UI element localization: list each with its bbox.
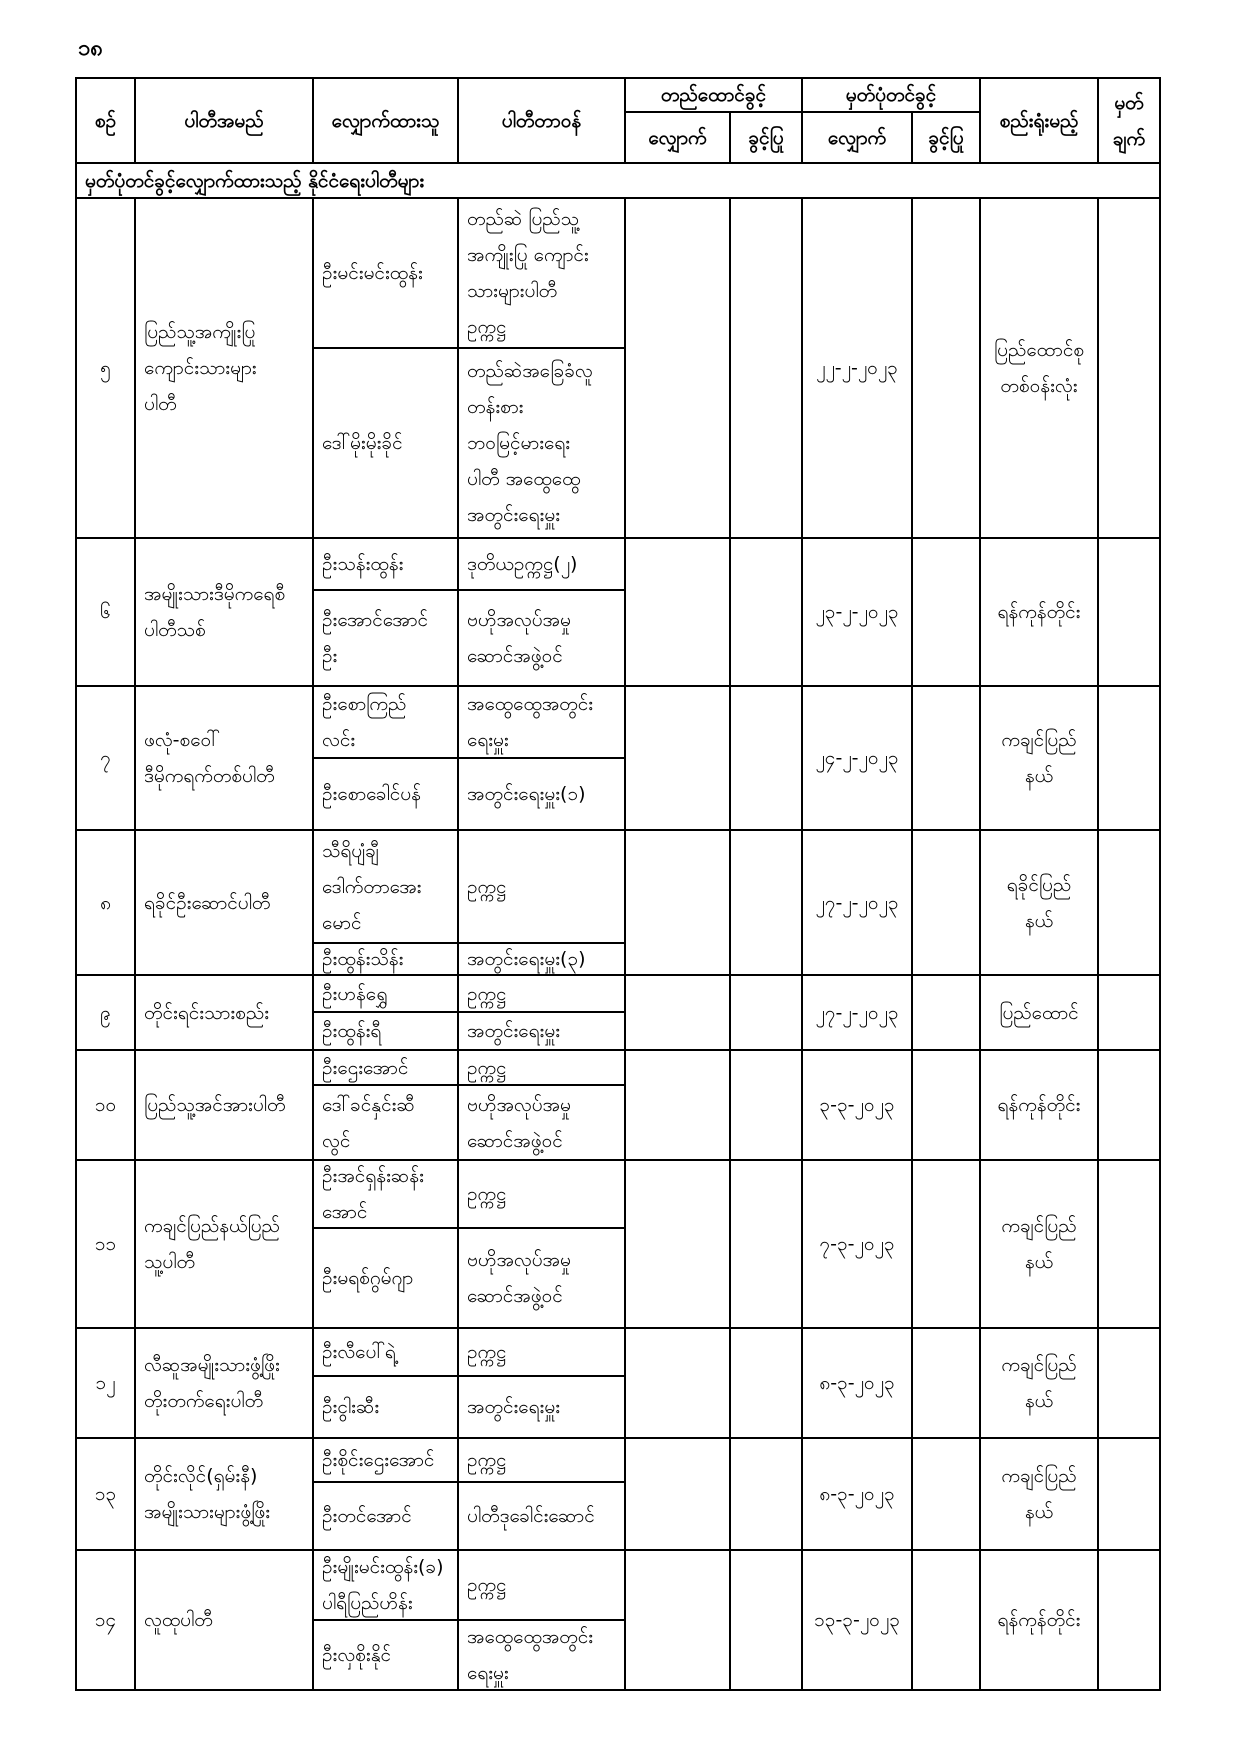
party-role: ပါတီဒုခေါင်းဆောင် <box>459 1483 626 1551</box>
registration-apply-date: ၈-၃-၂၀၂၃ <box>803 1439 913 1551</box>
registration-apply-date: ၂၂-၂-၂၀၂၃ <box>803 199 913 539</box>
applicant-name: ဒေါ်ခင်နှင်းဆီ လွင် <box>314 1086 459 1161</box>
party-role: တည်ဆဲအခြေခံလူ တန်းစား ဘဝမြင့်မားရေး ပါတီ အထွေထွေ အတွင်းရေးမှူး <box>459 349 626 539</box>
header-establishment-apply: လျှောက် <box>626 113 731 164</box>
organizing-area: ရန်ကုန်တိုင်း <box>981 1051 1099 1161</box>
remarks-cell <box>1099 976 1161 1051</box>
establishment-apply-cell <box>626 199 731 539</box>
header-remarks: မှတ် ချက် <box>1099 79 1161 164</box>
row-number: ၇ <box>77 687 136 831</box>
section-title: မှတ်ပုံတင်ခွင့်လျှောက်ထားသည့် နိုင်ငံရေးပါတီများ <box>77 164 1161 199</box>
applicant-name: ဦးထွန်းရီ <box>314 1013 459 1051</box>
organizing-area: ပြည်ထောင် <box>981 976 1099 1051</box>
registration-approve-cell <box>913 831 981 976</box>
party-role: ဥက္ကဋ္ဌ <box>459 1161 626 1229</box>
applicant-name: ဦးထွန်းသိန်း <box>314 944 459 976</box>
establishment-apply-cell <box>626 1551 731 1691</box>
party-role: အထွေထွေအတွင်း ရေးမှူး <box>459 687 626 759</box>
registration-approve-cell <box>913 1329 981 1439</box>
row-number: ၅ <box>77 199 136 539</box>
header-establishment-approve: ခွင့်ပြု <box>731 113 803 164</box>
registration-apply-date: ၂၃-၂-၂၀၂၃ <box>803 539 913 687</box>
organizing-area: ကချင်ပြည် နယ် <box>981 1161 1099 1329</box>
row-number: ၈ <box>77 831 136 976</box>
establishment-apply-cell <box>626 1161 731 1329</box>
party-name: ပြည်သူ့အကျိုးပြု ကျောင်းသားများ ပါတီ <box>136 199 314 539</box>
establishment-approve-cell <box>731 687 803 831</box>
remarks-cell <box>1099 1439 1161 1551</box>
establishment-apply-cell <box>626 976 731 1051</box>
remarks-cell <box>1099 687 1161 831</box>
remarks-cell <box>1099 539 1161 687</box>
applicant-name: ဒေါ်မိုးမိုးခိုင် <box>314 349 459 539</box>
organizing-area: ရန်ကုန်တိုင်း <box>981 539 1099 687</box>
organizing-area: ကချင်ပြည် နယ် <box>981 1439 1099 1551</box>
party-role: တည်ဆဲ ပြည်သူ့ အကျိုးပြု ကျောင်း သားများပါတီ ဥက္ကဋ္ဌ <box>459 199 626 349</box>
registration-approve-cell <box>913 1551 981 1691</box>
page-number: ၁၈ <box>78 36 103 61</box>
remarks-cell <box>1099 1551 1161 1691</box>
organizing-area: ရန်ကုန်တိုင်း <box>981 1551 1099 1691</box>
applicant-name: ဦးဟန်ရွှေ <box>314 976 459 1013</box>
applicant-name: ဦးအောင်အောင် ဦး <box>314 591 459 687</box>
party-role: အတွင်းရေးမှူး(၁) <box>459 759 626 831</box>
header-establishment-permit: တည်ထောင်ခွင့် <box>626 79 803 113</box>
registration-apply-date: ၁၃-၃-၂၀၂၃ <box>803 1551 913 1691</box>
registration-apply-date: ၂၄-၂-၂၀၂၃ <box>803 687 913 831</box>
registration-apply-date: ၇-၃-၂၀၂၃ <box>803 1161 913 1329</box>
row-number: ၁၄ <box>77 1551 136 1691</box>
registration-apply-date: ၂၇-၂-၂၀၂၃ <box>803 976 913 1051</box>
registration-apply-date: ၃-၃-၂၀၂၃ <box>803 1051 913 1161</box>
registration-apply-date: ၈-၃-၂၀၂၃ <box>803 1329 913 1439</box>
registration-approve-cell <box>913 687 981 831</box>
establishment-apply-cell <box>626 1439 731 1551</box>
organizing-area: ရခိုင်ပြည် နယ် <box>981 831 1099 976</box>
party-role: အတွင်းရေးမှူး <box>459 1013 626 1051</box>
registration-approve-cell <box>913 976 981 1051</box>
applicant-name: ဦးအင်ရှန်းဆန်း အောင် <box>314 1161 459 1229</box>
registration-approve-cell <box>913 1051 981 1161</box>
row-number: ၉ <box>77 976 136 1051</box>
header-organizing-area: စည်းရုံးမည့် <box>981 79 1099 164</box>
establishment-approve-cell <box>731 1051 803 1161</box>
party-role: အတွင်းရေးမှူး(၃) <box>459 944 626 976</box>
applicant-name: ဦးလီပေါ်ရဲ့ <box>314 1329 459 1377</box>
applicant-name: ဦးစိုင်းဌေးအောင် <box>314 1439 459 1483</box>
header-registration-permit: မှတ်ပုံတင်ခွင့် <box>803 79 981 113</box>
establishment-apply-cell <box>626 831 731 976</box>
establishment-apply-cell <box>626 1051 731 1161</box>
establishment-approve-cell <box>731 199 803 539</box>
header-registration-apply: လျှောက် <box>803 113 913 164</box>
party-role: ဥက္ကဋ္ဌ <box>459 831 626 944</box>
organizing-area: ကချင်ပြည် နယ် <box>981 1329 1099 1439</box>
row-number: ၁၃ <box>77 1439 136 1551</box>
remarks-cell <box>1099 199 1161 539</box>
applicant-name: ဦးသန်းထွန်း <box>314 539 459 591</box>
establishment-approve-cell <box>731 1439 803 1551</box>
applicant-name: သီရိပျံချီ ဒေါက်တာအေး မောင် <box>314 831 459 944</box>
party-role: အထွေထွေအတွင်း ရေးမှူး <box>459 1621 626 1691</box>
party-role: ဒုတိယဥက္ကဋ္ဌ(၂) <box>459 539 626 591</box>
establishment-approve-cell <box>731 976 803 1051</box>
header-party-role: ပါတီတာဝန် <box>459 79 626 164</box>
establishment-approve-cell <box>731 539 803 687</box>
row-number: ၁၀ <box>77 1051 136 1161</box>
registration-approve-cell <box>913 539 981 687</box>
party-name: တိုင်းရင်းသားစည်း <box>136 976 314 1051</box>
establishment-apply-cell <box>626 1329 731 1439</box>
establishment-approve-cell <box>731 1161 803 1329</box>
applicant-name: ဦးမျိုးမင်းထွန်း(ခ) ပါရီပြည်ဟိန်း <box>314 1551 459 1621</box>
header-applicant: လျှောက်ထားသူ <box>314 79 459 164</box>
party-name: ဖလုံ-စဝေါ် ဒီမိုကရက်တစ်ပါတီ <box>136 687 314 831</box>
party-name: ပြည်သူ့အင်အားပါတီ <box>136 1051 314 1161</box>
header-no: စဉ် <box>77 79 136 164</box>
remarks-cell <box>1099 1051 1161 1161</box>
party-role: အတွင်းရေးမှူး <box>459 1377 626 1439</box>
remarks-cell <box>1099 1161 1161 1329</box>
organizing-area: ကချင်ပြည် နယ် <box>981 687 1099 831</box>
party-role: ဥက္ကဋ္ဌ <box>459 1439 626 1483</box>
registration-apply-date: ၂၇-၂-၂၀၂၃ <box>803 831 913 976</box>
party-name: အမျိုးသားဒီမိုကရေစီ ပါတီသစ် <box>136 539 314 687</box>
row-number: ၆ <box>77 539 136 687</box>
organizing-area: ပြည်ထောင်စု တစ်ဝန်းလုံး <box>981 199 1099 539</box>
remarks-cell <box>1099 831 1161 976</box>
applicant-name: ဦးဌေးအောင် <box>314 1051 459 1086</box>
registration-approve-cell <box>913 199 981 539</box>
party-name: လူထုပါတီ <box>136 1551 314 1691</box>
remarks-cell <box>1099 1329 1161 1439</box>
applicant-name: ဦးတင်အောင် <box>314 1483 459 1551</box>
applicant-name: ဦးစောကြည် လင်း <box>314 687 459 759</box>
establishment-apply-cell <box>626 539 731 687</box>
party-role: ဥက္ကဋ္ဌ <box>459 976 626 1013</box>
party-name: ကချင်ပြည်နယ်ပြည် သူ့ပါတီ <box>136 1161 314 1329</box>
party-role: ဗဟိုအလုပ်အမှု ဆောင်အဖွဲ့ဝင် <box>459 1229 626 1329</box>
party-name: တိုင်းလိုင်(ရှမ်းနီ) အမျိုးသားများဖွံ့ဖြိုး <box>136 1439 314 1551</box>
applicant-name: ဦးမင်းမင်းထွန်း <box>314 199 459 349</box>
establishment-approve-cell <box>731 1551 803 1691</box>
party-role: ဗဟိုအလုပ်အမှု ဆောင်အဖွဲ့ဝင် <box>459 591 626 687</box>
applicant-name: ဦးလှစိုးနိုင် <box>314 1621 459 1691</box>
party-role: ဗဟိုအလုပ်အမှု ဆောင်အဖွဲ့ဝင် <box>459 1086 626 1161</box>
establishment-apply-cell <box>626 687 731 831</box>
applicant-name: ဦးငွါးဆီး <box>314 1377 459 1439</box>
registration-approve-cell <box>913 1439 981 1551</box>
party-role: ဥက္ကဋ္ဌ <box>459 1051 626 1086</box>
establishment-approve-cell <box>731 1329 803 1439</box>
header-party-name: ပါတီအမည် <box>136 79 314 164</box>
applicant-name: ဦးစောခေါင်ပန် <box>314 759 459 831</box>
establishment-approve-cell <box>731 831 803 976</box>
registration-approve-cell <box>913 1161 981 1329</box>
applicant-name: ဦးမရစ်ဂွမ်ဂျာ <box>314 1229 459 1329</box>
party-role: ဥက္ကဋ္ဌ <box>459 1329 626 1377</box>
row-number: ၁၁ <box>77 1161 136 1329</box>
party-name: ရခိုင်ဦးဆောင်ပါတီ <box>136 831 314 976</box>
party-name: လီဆူအမျိုးသားဖွံ့ဖြိုး တိုးတက်ရေးပါတီ <box>136 1329 314 1439</box>
header-registration-approve: ခွင့်ပြု <box>913 113 981 164</box>
row-number: ၁၂ <box>77 1329 136 1439</box>
party-role: ဥက္ကဋ္ဌ <box>459 1551 626 1621</box>
party-registration-table <box>75 77 1161 1691</box>
